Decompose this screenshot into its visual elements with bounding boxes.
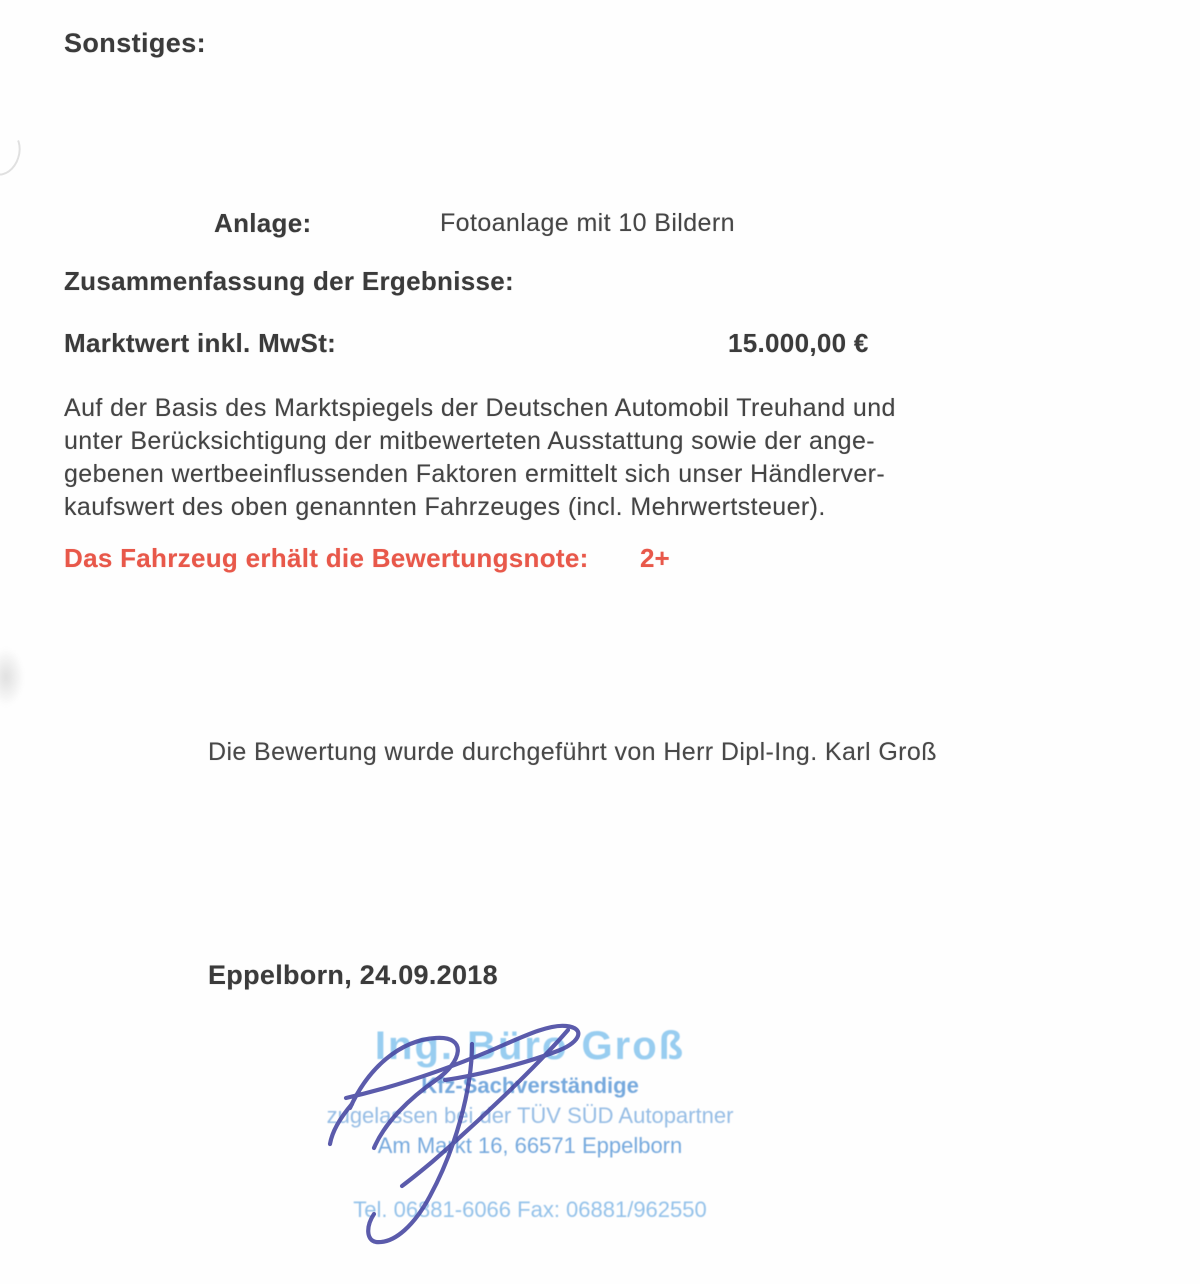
paragraph-line-1: Auf der Basis des Marktspiegels der Deutschen Automobil Treuhand und bbox=[64, 394, 896, 422]
paragraph-line-2: unter Berücksichtigung der mitbewerteten Ausstattung sowie der ange- bbox=[64, 427, 875, 455]
place-and-date: Eppelborn, 24.09.2018 bbox=[208, 960, 498, 990]
summary-heading: Zusammenfassung der Ergebnisse: bbox=[64, 266, 514, 296]
paragraph-line-4: kaufswert des oben genannten Fahrzeuges (incl. Mehrwertsteuer). bbox=[64, 493, 826, 521]
rating-value: 2+ bbox=[640, 543, 670, 573]
anlage-label: Anlage: bbox=[214, 208, 312, 238]
stamp-partner-line: zugelassen bei der TÜV SÜD Autopartner bbox=[326, 1103, 734, 1128]
market-value-amount: 15.000,00 € bbox=[728, 328, 869, 358]
stamp-phone-line: Tel. 06881-6066 Fax: 06881/962550 bbox=[353, 1197, 707, 1222]
section-heading-sonstiges: Sonstiges: bbox=[64, 28, 207, 58]
market-value-label: Marktwert inkl. MwSt: bbox=[64, 328, 337, 358]
company-stamp bbox=[320, 1024, 740, 1223]
rating-label: Das Fahrzeug erhält die Bewertungsnote: bbox=[64, 543, 589, 573]
valuation-basis-paragraph bbox=[64, 392, 896, 524]
stamp-company-name: Ing. Büro Groß bbox=[374, 1024, 686, 1068]
stamp-profession-line: Kfz-Sachverständige bbox=[421, 1073, 639, 1098]
paragraph-line-3: gebenen wertbeeinflussenden Faktoren ermittelt sich unser Händlerver- bbox=[64, 460, 886, 488]
scan-artifact-top bbox=[0, 126, 26, 180]
scan-artifact-middle bbox=[0, 648, 24, 706]
anlage-value: Fotoanlage mit 10 Bildern bbox=[440, 209, 735, 237]
assessor-line: Die Bewertung wurde durchgeführt von Herr Dipl-Ing. Karl Groß bbox=[208, 738, 937, 766]
stamp-address-line: Am Markt 16, 66571 Eppelborn bbox=[377, 1133, 683, 1158]
